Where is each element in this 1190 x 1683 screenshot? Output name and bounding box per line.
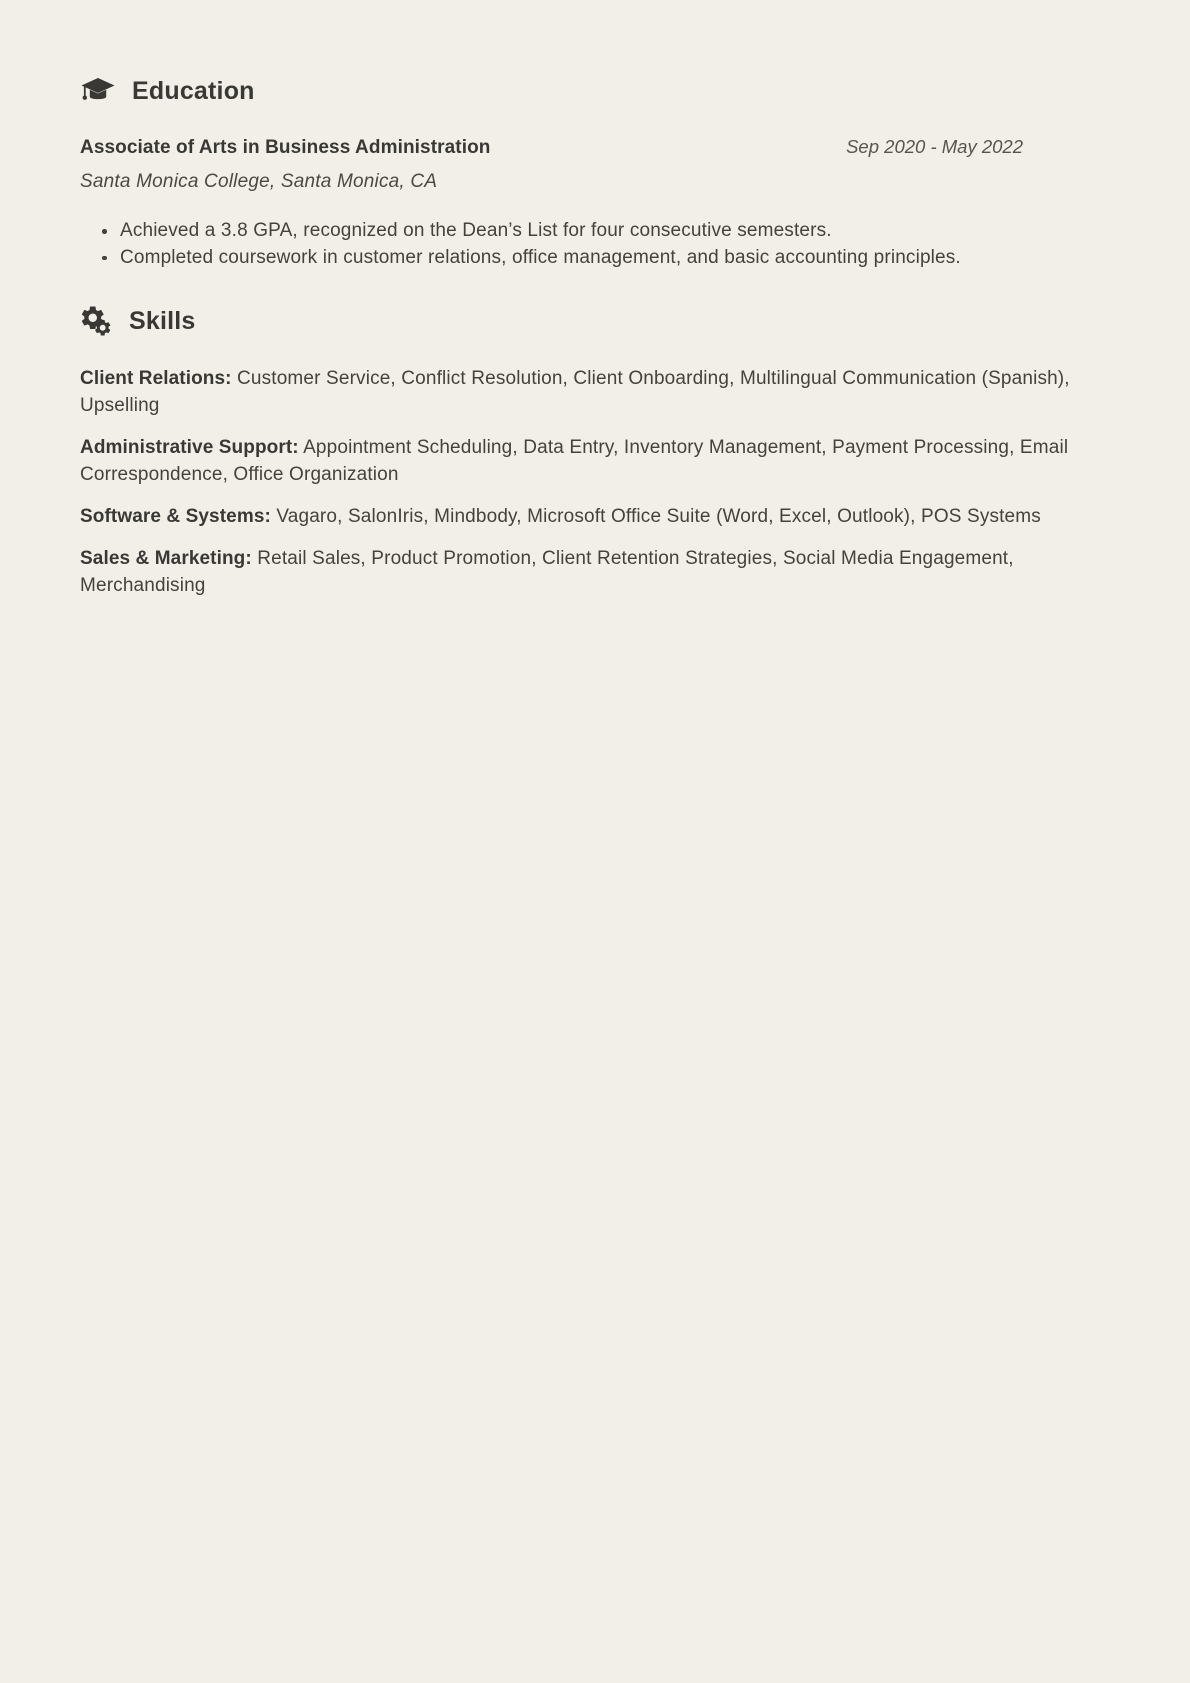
education-section <box>80 76 1095 271</box>
institution: Santa Monica College, Santa Monica, CA <box>80 171 438 192</box>
graduation-cap-icon <box>80 76 116 107</box>
skill-category-label: Software & Systems: <box>80 506 271 527</box>
skill-category-label: Sales & Marketing: <box>80 548 252 569</box>
gears-icon <box>80 305 113 338</box>
skills-heading: Skills <box>129 307 196 335</box>
education-header <box>80 76 1095 107</box>
degree-title: Associate of Arts in Business Administration <box>80 137 491 158</box>
skills-section <box>80 305 1095 599</box>
education-bullets <box>80 218 1095 271</box>
degree-row <box>80 136 1095 159</box>
skill-category-items: Appointment Scheduling, Data Entry, Inventory Management, Payment Processing, Email Correspondence, Office Organization <box>80 437 1069 485</box>
skill-category-label: Administrative Support: <box>80 437 299 458</box>
skill-category-administrative-support <box>80 434 1095 488</box>
education-dates: Sep 2020 - May 2022 <box>846 136 1023 157</box>
skill-category-software-systems <box>80 503 1095 530</box>
skill-category-sales-marketing <box>80 545 1095 599</box>
skills-header <box>80 305 1095 338</box>
education-bullet: Achieved a 3.8 GPA, recognized on the Dean’s List for four consecutive semesters. <box>120 218 1095 245</box>
education-heading: Education <box>132 77 255 105</box>
skill-category-label: Client Relations: <box>80 368 232 389</box>
skill-category-items: Vagaro, SalonIris, Mindbody, Microsoft Office Suite (Word, Excel, Outlook), POS Systems <box>276 506 1041 527</box>
skill-category-client-relations <box>80 365 1095 419</box>
skill-category-items: Customer Service, Conflict Resolution, Client Onboarding, Multilingual Communication (Spanish), Upselling <box>80 368 1070 416</box>
education-bullet: Completed coursework in customer relations, office management, and basic accounting principles. <box>120 245 1095 272</box>
skill-category-items: Retail Sales, Product Promotion, Client Retention Strategies, Social Media Engagement, Merchandising <box>80 548 1014 596</box>
